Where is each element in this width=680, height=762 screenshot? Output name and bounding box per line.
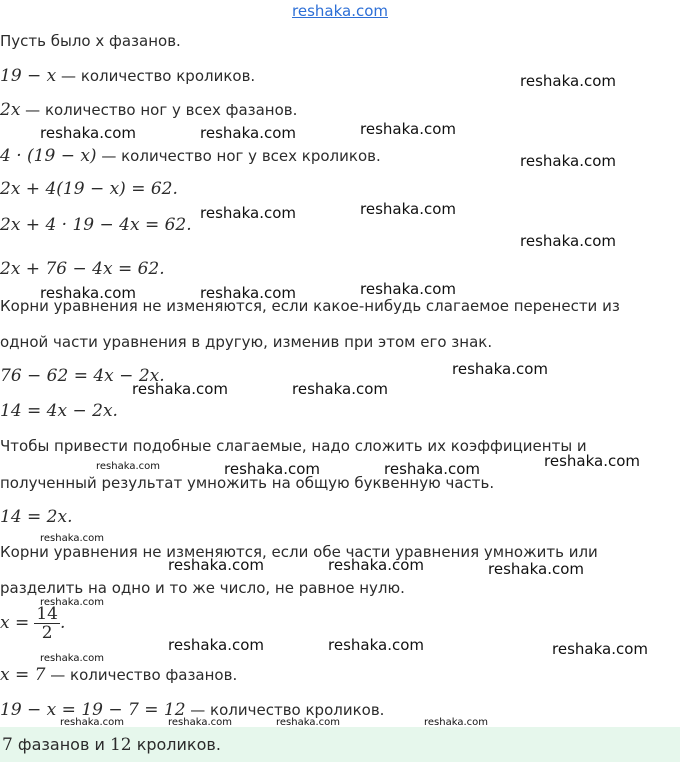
math-expr: 2x [0,100,21,120]
answer-text-part1: фазанов и [12,735,110,754]
fraction-equation [0,605,65,642]
rule-divide-line2: разделить на одно и то же число, не равное нулю. [0,579,405,597]
watermark: reshaka.com [360,200,456,218]
line-text: — количество кроликов. [185,701,385,719]
watermark-small: reshaka.com [40,597,104,608]
watermark: reshaka.com [328,556,424,574]
watermark: reshaka.com [200,284,296,302]
rule-transfer-line2: одной части уравнения в другую, изменив при этом его знак. [0,333,493,351]
rule-divide-line1: Корни уравнения не изменяются, если обе части уравнения умножить или [0,543,598,561]
math-expr: x = 7 [0,665,46,685]
line-rabbit-legs [0,146,381,166]
watermark-small: reshaka.com [276,717,340,728]
answer-text-part2: кроликов. [131,735,221,754]
line-text: — количество ног у всех кроликов. [96,147,381,165]
top-watermark-link[interactable]: reshaka.com [292,2,388,20]
rule-like-terms-line2: полученный результат умножить на общую буквенную часть. [0,474,495,492]
watermark: reshaka.com [520,232,616,250]
watermark: reshaka.com [552,640,648,658]
line-pheasant-legs [0,100,297,120]
fraction-end: . [59,613,66,633]
watermark-small: reshaka.com [40,533,104,544]
watermark: reshaka.com [488,560,584,578]
math-expr: 4 · (19 − x) [0,146,97,166]
math-expr: 19 − x [0,66,57,86]
watermark: reshaka.com [360,120,456,138]
equation-4: 76 − 62 = 4x − 2x. [0,366,165,386]
fraction-denominator: 2 [34,623,60,642]
watermark: reshaka.com [200,204,296,222]
watermark: reshaka.com [520,72,616,90]
rule-transfer-line1: Корни уравнения не изменяются, если какое-нибудь слагаемое перенести из [0,297,620,315]
watermark: reshaka.com [384,460,480,478]
fraction-lhs: x = [0,613,30,633]
watermark-small: reshaka.com [40,653,104,664]
watermark: reshaka.com [328,636,424,654]
rule-like-terms-line1: Чтобы привести подобные слагаемые, надо сложить их коэффициенты и [0,437,587,455]
equation-1: 2x + 4(19 − x) = 62. [0,179,178,199]
fraction-numerator: 14 [36,604,58,624]
math-expr: 19 − x = 19 − 7 = 12 [0,700,186,720]
watermark: reshaka.com [40,284,136,302]
line-text: — количество фазанов. [45,666,238,684]
equation-2: 2x + 4 · 19 − 4x = 62. [0,215,192,235]
watermark: reshaka.com [452,360,548,378]
watermark-small: reshaka.com [168,717,232,728]
line-pheasant-result [0,665,237,685]
line-rabbits-count [0,66,255,86]
watermark-small: reshaka.com [96,461,160,472]
watermark: reshaka.com [520,152,616,170]
watermark-small: reshaka.com [60,717,124,728]
watermark: reshaka.com [360,280,456,298]
answer-number-pheasants: 7 [2,735,13,755]
equation-3: 2x + 76 − 4x = 62. [0,259,165,279]
watermark: reshaka.com [168,556,264,574]
answer-text [2,735,221,755]
line-text: — количество кроликов. [56,67,256,85]
watermark: reshaka.com [200,124,296,142]
answer-box [0,727,680,762]
watermark: reshaka.com [544,452,640,470]
line-text: — количество ног у всех фазанов. [20,101,298,119]
fraction [34,605,60,642]
watermark: reshaka.com [132,380,228,398]
answer-number-rabbits: 12 [109,735,132,755]
equation-6: 14 = 2x. [0,507,73,527]
watermark: reshaka.com [40,124,136,142]
watermark: reshaka.com [292,380,388,398]
watermark: reshaka.com [224,460,320,478]
line-intro: Пусть было x фазанов. [0,32,181,50]
watermark-small: reshaka.com [424,717,488,728]
equation-5: 14 = 4x − 2x. [0,401,118,421]
watermark: reshaka.com [168,636,264,654]
